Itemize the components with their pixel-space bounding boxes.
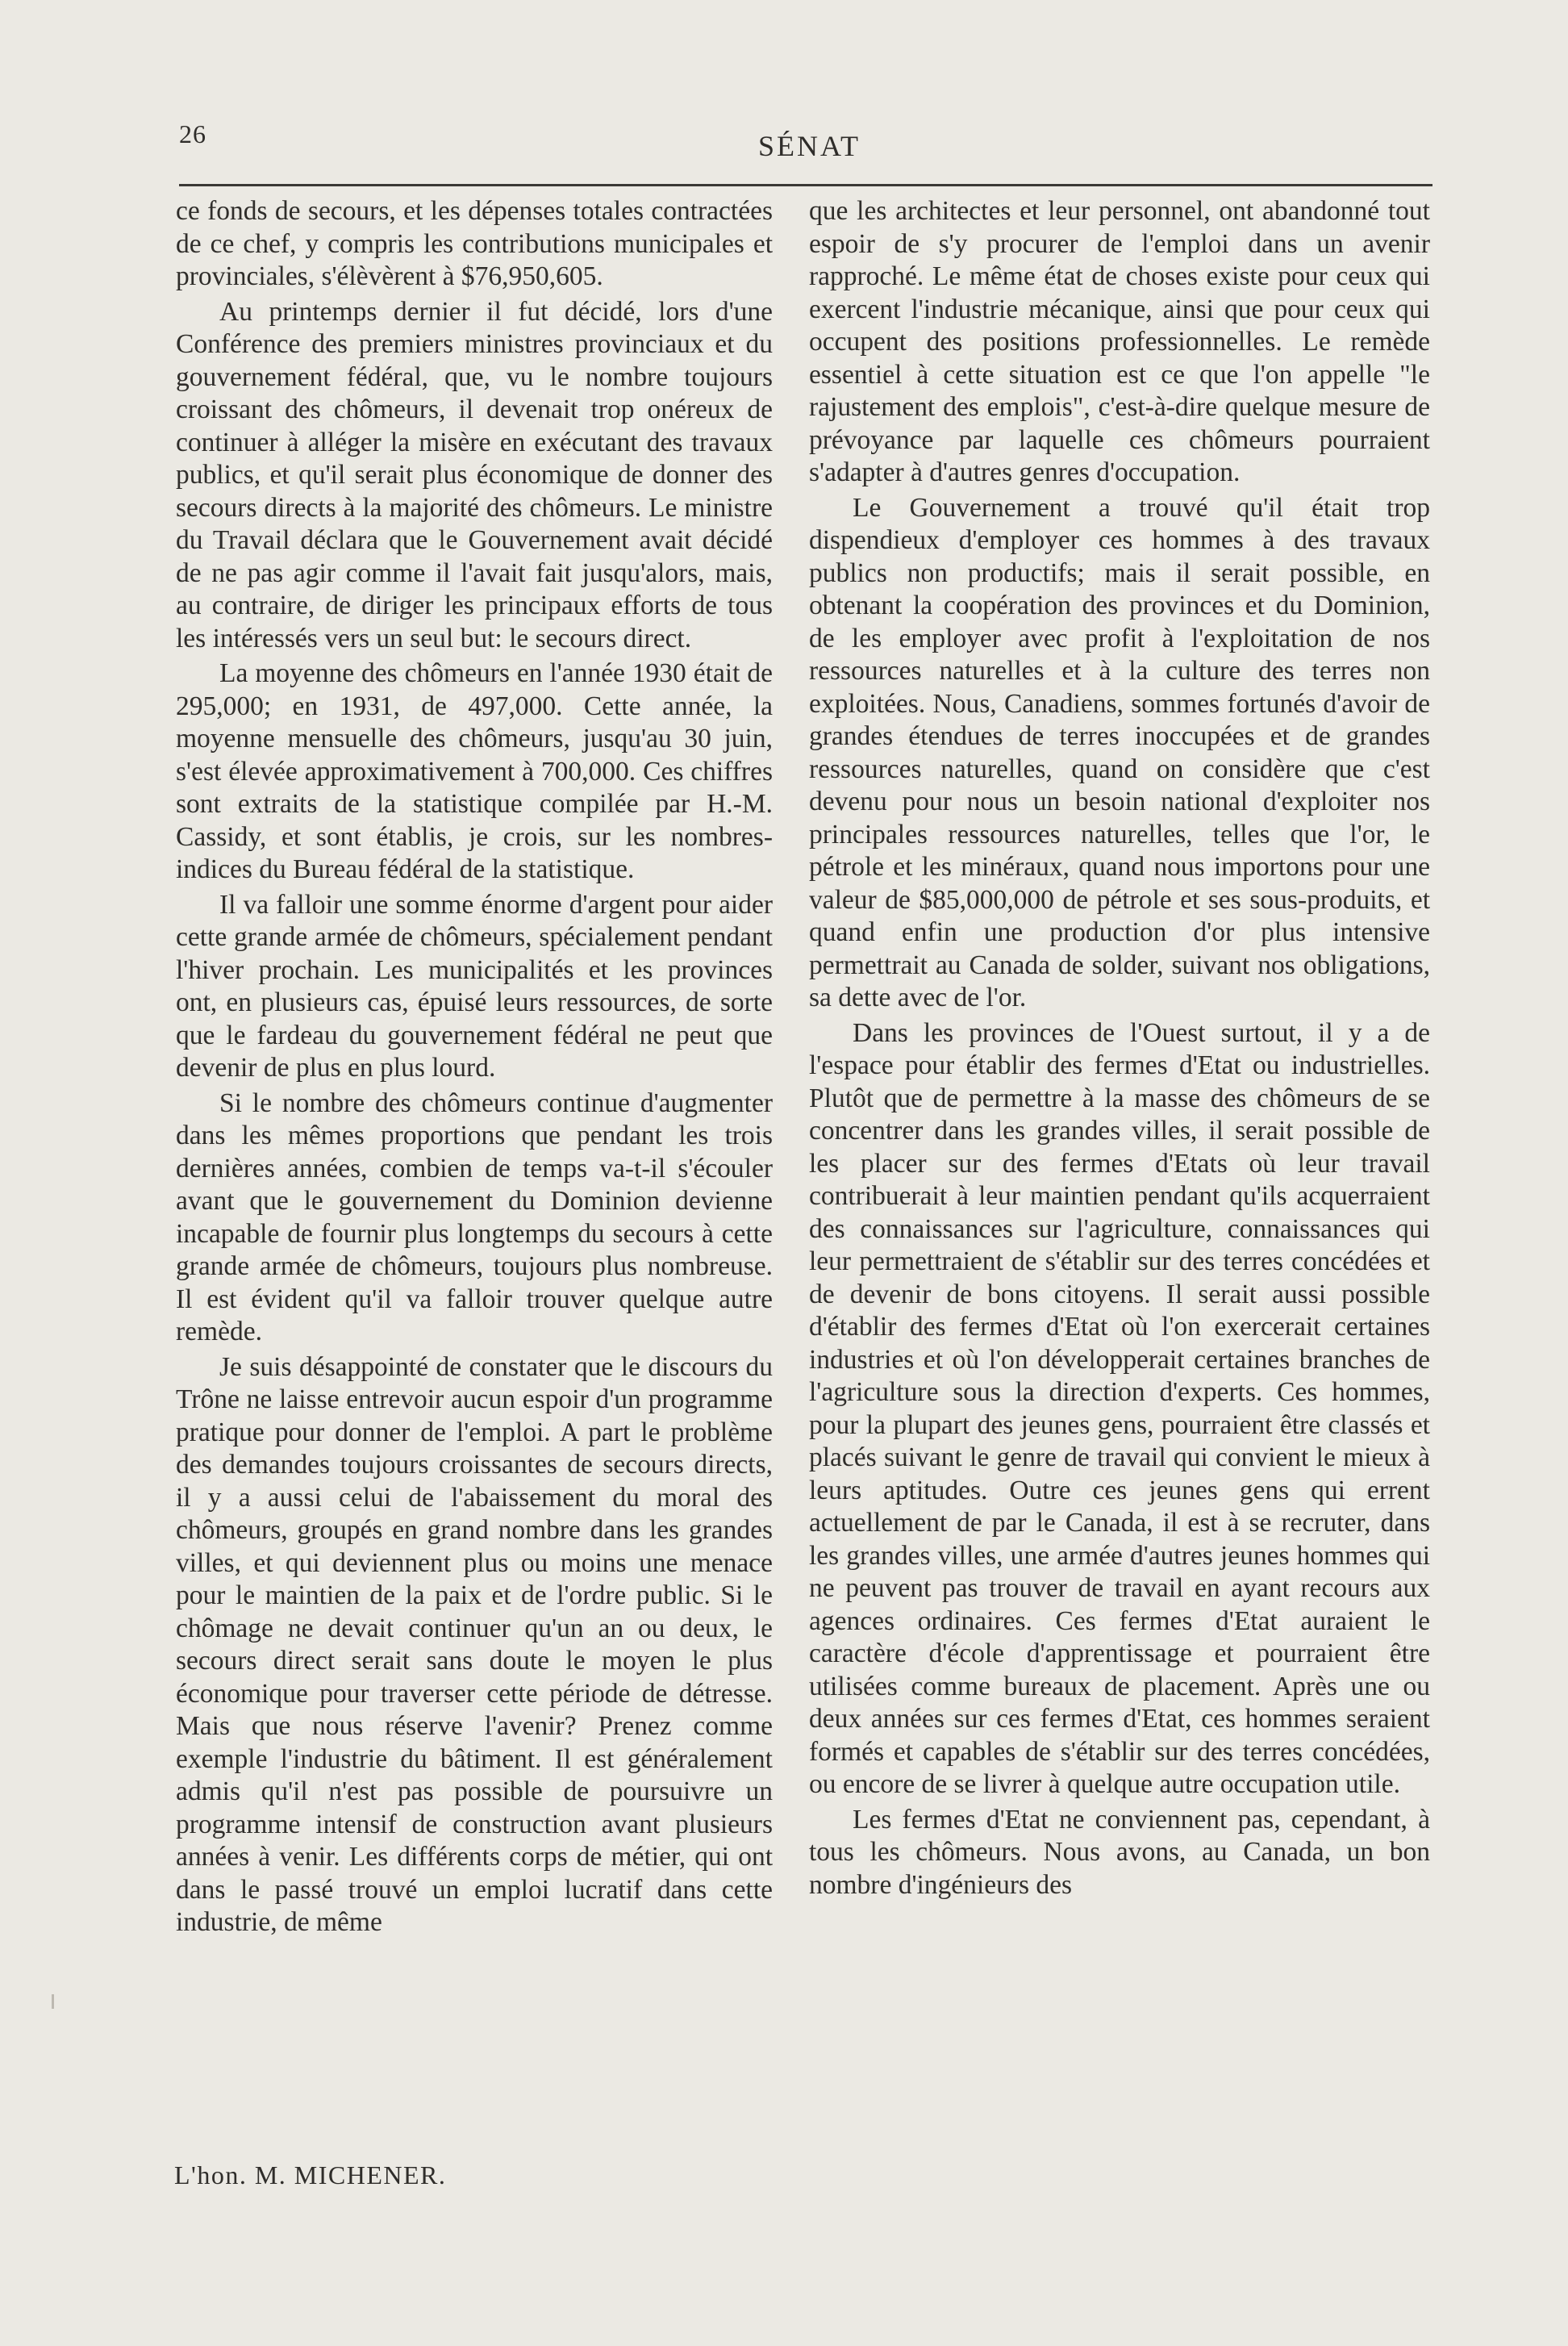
paragraph: Les fermes d'Etat ne conviennent pas, cependant, à tous les chômeurs. Nous avons, au Canada, un bon nombre d'ingénieurs des bbox=[809, 1804, 1430, 1900]
page-number: 26 bbox=[179, 119, 206, 148]
right-column bbox=[809, 195, 1430, 1904]
paragraph: Le Gouvernement a trouvé qu'il était trop dispendieux d'employer ces hommes à des travaux publics non productifs; mais il serait possible, en obtenant la coopération des provinces et du Dominion, de les employer avec profit à l'exploitation de nos ressources naturelles et à la culture des terres non exploitées. Nous, Canadiens, sommes fortunés d'avoir de grandes étendues de terres inoccupées et de grandes ressources naturelles, quand on considère que c'est devenu pour nous un besoin national d'exploiter nos principales ressources naturelles, telles que l'or, le pétrole et les minéraux, quand nous importons pour une valeur de $85,000,000 de pétrole et ses sous-produits, et quand enfin une production d'or plus intensive permettrait au Canada de solder, suivant nos obligations, sa dette avec de l'or. bbox=[809, 492, 1430, 1012]
left-column bbox=[176, 195, 773, 1942]
speaker-attribution: L'hon. M. MICHENER. bbox=[174, 2160, 447, 2189]
margin-mark bbox=[52, 1994, 54, 2009]
paragraph: ce fonds de secours, et les dépenses totales contractées de ce chef, y compris les contributions municipales et provinciales, s'élèvèrent à $76,950,605. bbox=[176, 196, 773, 291]
paragraph: Dans les provinces de l'Ouest surtout, il y a de l'espace pour établir des fermes d'Etat ou industrielles. Plutôt que de permettre à la masse des chômeurs de se concentrer dans les grandes villes, il serait possible de les placer sur des fermes d'Etats où leur travail contribuerait à leur maintien pendant qu'ils acquerraient des connaissances sur l'agriculture, connaissances qui leur permettraient de s'établir sur des terres concédées et de devenir de bons citoyens. Il serait aussi possible d'établir des fermes d'Etat où l'on exercerait certaines industries et où l'on développerait certaines branches de l'agriculture sous la direction d'experts. Ces hommes, pour la plupart des jeunes gens, pourraient être classés et placés suivant le genre de travail qui convient le mieux à leurs aptitudes. Outre ces jeunes gens qui errent actuellement de par le Canada, il est à se recruter, dans les grandes villes, une armée d'autres jeunes hommes qui ne peuvent pas trouver de travail en ayant recours aux agences ordinaires. Ces fermes d'Etat auraient le caractère d'école d'apprentissage et pourraient être utilisées comme bureaux de placement. Après une ou deux années sur ces fermes d'Etat, ces hommes seraient formés et capables de s'établir sur des terres concédées, ou encore de se livrer à quelque autre occupation utile. bbox=[809, 1017, 1430, 1799]
paragraph: Je suis désappointé de constater que le discours du Trône ne laisse entrevoir aucun espoir d'un programme pratique pour donner de l'emploi. A part le problème des demandes toujours croissantes de secours directs, il y a aussi celui de l'abaissement du moral des chômeurs, groupés en grand nombre dans les grandes villes, et qui deviennent plus ou moins une menace pour le maintien de la paix et de l'ordre public. Si le chômage ne devait continuer qu'un an ou deux, le secours direct serait sans doute le moyen le plus économique pour traverser cette période de détresse. Mais que nous réserve l'avenir? Prenez comme exemple l'industrie du bâtiment. Il est généralement admis qu'il n'est pas possible de poursuivre un programme intensif de construction avant plusieurs années à venir. Les différents corps de métier, qui ont dans le passé trouvé un emploi lucratif dans cette industrie, de même bbox=[176, 1351, 773, 1937]
paragraph: Si le nombre des chômeurs continue d'augmenter dans les mêmes proportions que pendant les trois dernières années, combien de temps va-t-il s'écouler avant que le gouvernement du Dominion devienne incapable de fournir plus longtemps du secours à cette grande armée de chômeurs, toujours plus nombreuse. Il est évident qu'il va falloir trouver quelque autre remède. bbox=[176, 1087, 773, 1346]
paragraph: Il va falloir une somme énorme d'argent pour aider cette grande armée de chômeurs, spécialement pendant l'hiver prochain. Les municipalités et les provinces ont, en plusieurs cas, épuisé leurs ressources, de sorte que le fardeau du gouvernement fédéral ne peut que devenir de plus en plus lourd. bbox=[176, 889, 773, 1083]
paragraph: Au printemps dernier il fut décidé, lors d'une Conférence des premiers ministres provinciaux et du gouvernement fédéral, que, vu le nombre toujours croissant des chômeurs, il devenait trop onéreux de continuer à alléger la misère en exécutant des travaux publics, et qu'il serait plus économique de donner des secours directs à la majorité des chômeurs. Le ministre du Travail déclara que le Gouvernement avait décidé de ne pas agir comme il l'avait fait jusqu'alors, mais, au contraire, de diriger les principaux efforts de tous les intéressés vers un seul but: le secours direct. bbox=[176, 296, 773, 653]
header-rule bbox=[179, 184, 1432, 186]
paragraph: La moyenne des chômeurs en l'année 1930 était de 295,000; en 1931, de 497,000. Cette année, la moyenne mensuelle des chômeurs, jusqu'au 30 juin, s'est élevée approximativement à 700,000. Ces chiffres sont extraits de la statistique compilée par H.-M. Cassidy, et sont établis, je crois, sur les nombres-indices du Bureau fédéral de la statistique. bbox=[176, 658, 773, 884]
running-head: SÉNAT bbox=[758, 130, 861, 162]
paragraph: que les architectes et leur personnel, ont abandonné tout espoir de s'y procurer de l'emploi dans un avenir rapproché. Le même état de choses existe pour ceux qui exercent l'industrie mécanique, ainsi que pour ceux qui occupent des positions professionnelles. Le remède essentiel à cette situation est ce que l'on appelle "le rajustement des emplois", c'est-à-dire quelque mesure de prévoyance par laquelle ces chômeurs pourraient s'adapter à d'autres genres d'occupation. bbox=[809, 196, 1430, 487]
